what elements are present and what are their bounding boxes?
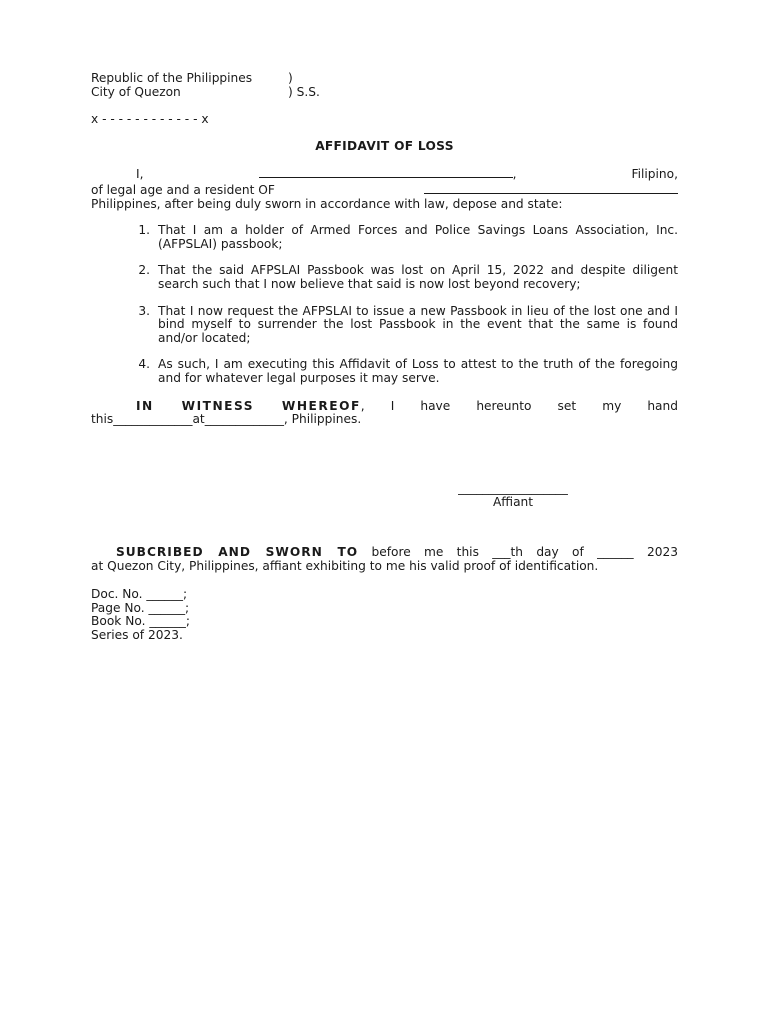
venue-ss: ) S.S.	[288, 84, 320, 99]
witness-rest: , I have hereunto set my hand	[360, 398, 678, 413]
notarial-register	[91, 588, 190, 642]
document-title: AFFIDAVIT OF LOSS	[315, 138, 454, 153]
venue-bracket: )	[288, 71, 293, 85]
item-text: As such, I am executing this Affidavit of Loss to attest to the truth of the foregoing and for whatever legal purposes it may serve.	[158, 357, 678, 385]
witness-line-2: this_____________at_____________, Philippines.	[91, 412, 362, 427]
residence-blank[interactable]	[424, 182, 678, 194]
jurat-bold: SUBCRIBED AND SWORN TO	[116, 545, 359, 559]
intro-comma: ,	[512, 167, 517, 182]
affidavit-document	[91, 71, 678, 642]
venue-city: City of Quezon	[91, 84, 181, 99]
list-item	[91, 224, 678, 251]
intro-line-2	[91, 182, 678, 198]
jurat-line-2: at Quezon City, Philippines, affiant exhibiting to me his valid proof of identification.	[91, 558, 599, 573]
intro-continuation: Philippines, after being duly sworn in accordance with law, depose and state:	[91, 196, 563, 211]
list-item	[91, 264, 678, 291]
item-number: 1.	[138, 223, 150, 238]
jurat-block	[91, 546, 678, 573]
affiant-name-blank[interactable]	[259, 166, 513, 178]
jurat-line-1	[91, 546, 678, 560]
witness-bold: IN WITNESS WHEREOF	[136, 398, 361, 413]
item-text: That the said AFPSLAI Passbook was lost on April 15, 2022 and despite diligent search such that I now believe that said is now lost beyond recovery;	[158, 263, 678, 291]
item-number: 3.	[138, 303, 150, 318]
item-number: 2.	[138, 263, 150, 278]
venue-separator: x - - - - - - - - - - - - x	[91, 112, 209, 127]
page-number: Page No. ______;	[91, 600, 190, 615]
affiant-signature-block	[438, 482, 588, 509]
witness-clause	[91, 400, 678, 414]
item-text: That I now request the AFPSLAI to issue a new Passbook in lieu of the lost one and I bind myself to surrender the lost Passbook in the event that the same is found and/or located;	[158, 303, 678, 345]
item-number: 4.	[138, 357, 150, 372]
list-item	[91, 358, 678, 385]
jurat-rest: before me this ___th day of ______ 2023	[358, 545, 678, 559]
statement-list	[91, 224, 678, 385]
item-text: That I am a holder of Armed Forces and Police Savings Loans Association, Inc. (AFPSLAI) passbook;	[158, 223, 678, 251]
intro-nationality: Filipino,	[631, 167, 678, 182]
venue-line-city	[91, 86, 678, 100]
venue-republic: Republic of the Philippines	[91, 71, 253, 85]
intro-line-1	[91, 166, 678, 182]
series: Series of 2023.	[91, 627, 183, 642]
doc-number: Doc. No. ______;	[91, 587, 188, 601]
book-number: Book No. ______;	[91, 614, 190, 629]
list-item	[91, 305, 678, 346]
affiant-label: Affiant	[492, 494, 534, 509]
venue-line-republic	[91, 72, 678, 86]
name-field-group	[259, 166, 517, 182]
intro-residence-prefix: of legal age and a resident OF	[91, 182, 275, 197]
intro-pronoun: I,	[136, 167, 144, 182]
affiant-signature-line[interactable]: __________________	[458, 481, 568, 495]
